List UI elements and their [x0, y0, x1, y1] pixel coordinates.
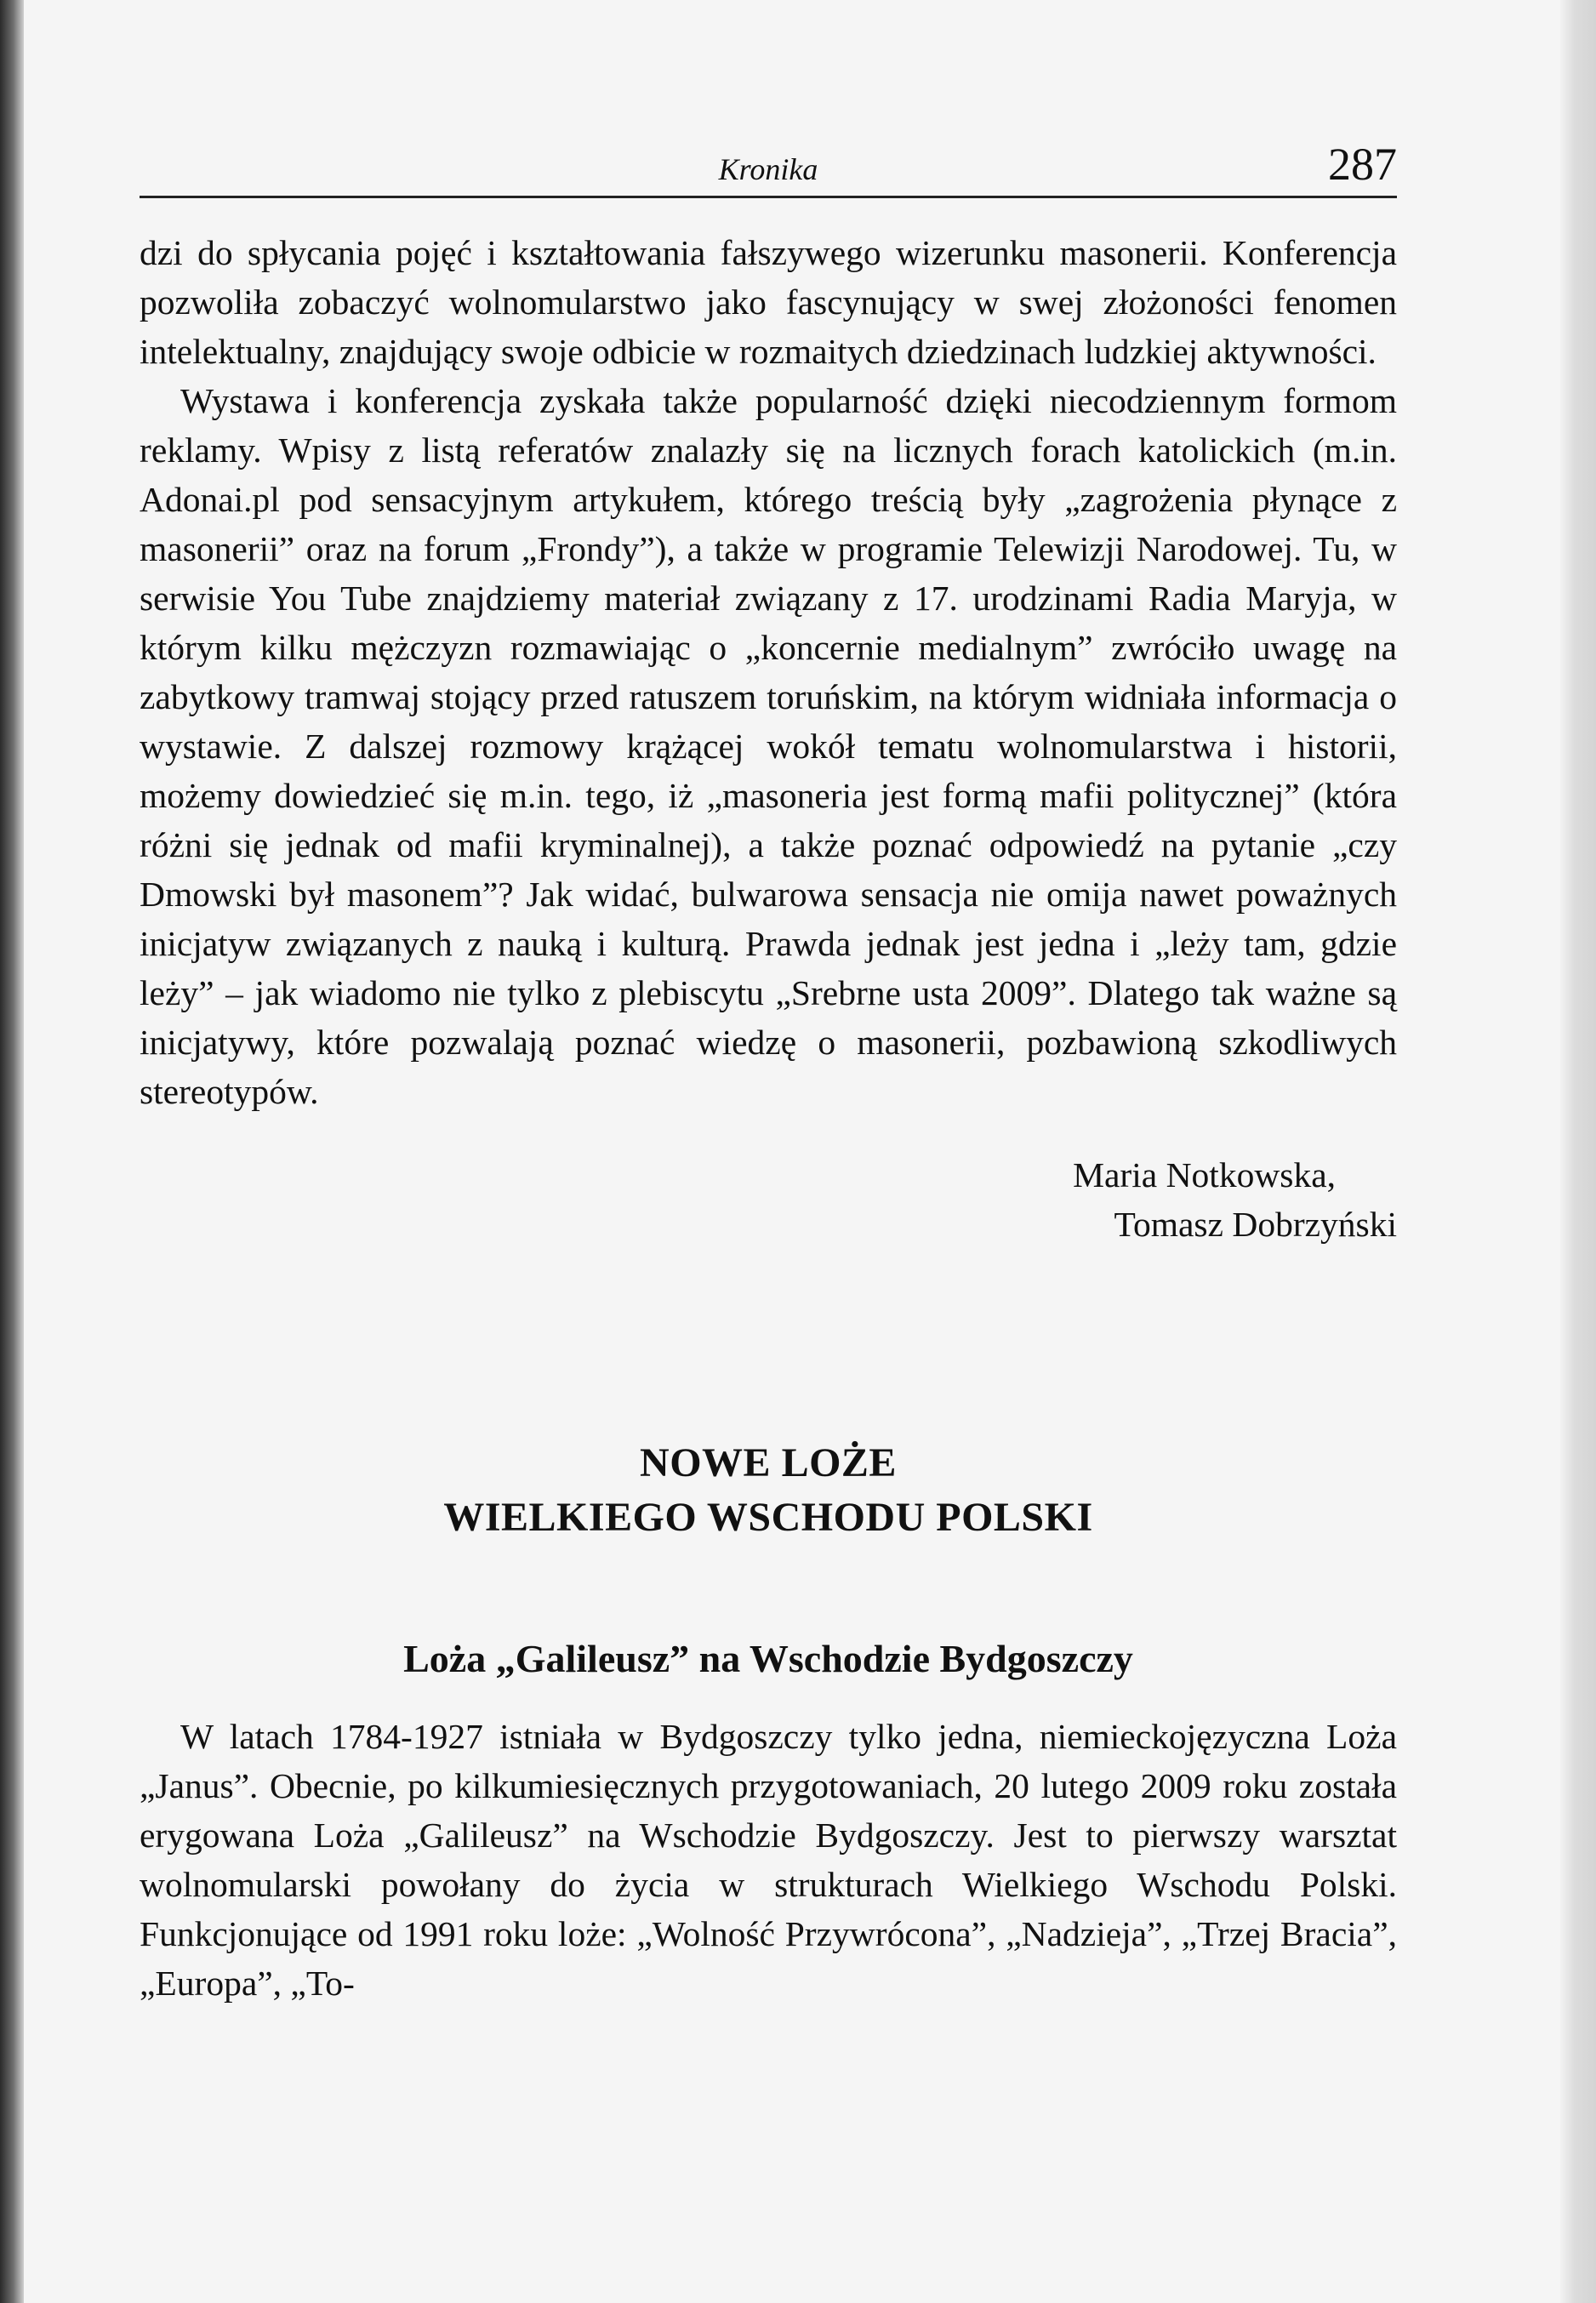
book-spine-shadow	[0, 0, 24, 2303]
section-title-line: WIELKIEGO WSCHODU POLSKI	[443, 1495, 1093, 1540]
page-header	[140, 138, 1397, 189]
page-edge	[1560, 0, 1596, 2303]
section-title-line: NOWE LOŻE	[640, 1440, 897, 1485]
page-number: 287	[1328, 139, 1397, 190]
author-name: Tomasz Dobrzyński	[1114, 1205, 1397, 1244]
signature	[140, 1150, 1397, 1249]
paragraph-advertising: Wystawa i konferencja zyskała także popularność dzięki niecodziennym formom reklamy. Wpisy z listą referatów znalazły się na licznych forach katolickich (m.in. Adonai.pl pod sensacyjnym artykułem, którego treścią były „zagrożenia płynące z masonerii” oraz na forum „Frondy”), a także w programie Telewizji Narodowej. Tu, w serwisie You Tube znajdziemy materiał związany z 17. urodzinami Radia Maryja, w którym kilku mężczyzn rozmawiając o „koncernie medialnym” zwróciło uwagę na zabytkowy tramwaj stojący przed ratuszem toruńskim, na którym widniała informacja o wystawie. Z dalszej rozmowy krążącej wokół tematu wolnomularstwa i historii, możemy dowiedzieć się m.in. tego, iż „masoneria jest formą mafii politycznej” (która różni się jednak od mafii kryminalnej), a także poznać odpowiedź na pytanie „czy Dmowski był masonem”? Jak widać, bulwarowa sensacja nie omija nawet poważnych inicjatyw związanych z nauką i kulturą. Prawda jednak jest jedna i „leży tam, gdzie leży” – jak wiadomo nie tylko z plebiscytu „Srebrne usta 2009”. Dlatego tak ważne są inicjatywy, które pozwalają poznać wiedzę o masonerii, pozbawioną szkodliwych stereotypów.	[140, 381, 1397, 1111]
section-title	[140, 1436, 1397, 1545]
paragraph-galileusz: W latach 1784-1927 istniała w Bydgoszczy tylko jedna, niemieckojęzyczna Loża „Janus”. Obecnie, po kilkumiesięcznych przygotowaniach, 20 lutego 2009 roku została erygowana Loża „Galileusz” na Wschodzie Bydgoszczy. Jest to pierwszy warsztat wolnomularski powołany do życia w strukturach Wielkiego Wschodu Polski. Funkcjonujące od 1991 roku loże: „Wolność Przywrócona”, „Nadzieja”, „Trzej Bracia”, „Europa”, „To-	[140, 1717, 1397, 2003]
paragraph-continued: dzi do spłycania pojęć i kształtowania fałszywego wizerunku masonerii. Konferencja pozwoliła zobaczyć wolnomularstwo jako fascynujący w swej złożoności fenomen intelektualny, znajdujący swoje odbicie w rozmaitych dziedzinach ludzkiej aktywności.	[140, 233, 1397, 371]
header-rule	[140, 196, 1397, 198]
book-page	[24, 0, 1560, 2303]
body-text	[140, 228, 1397, 2008]
subsection-title: Loża „Galileusz” na Wschodzie Bydgoszczy	[403, 1637, 1133, 1680]
author-name: Maria Notkowska,	[1073, 1155, 1336, 1194]
running-head: Kronika	[718, 152, 818, 186]
